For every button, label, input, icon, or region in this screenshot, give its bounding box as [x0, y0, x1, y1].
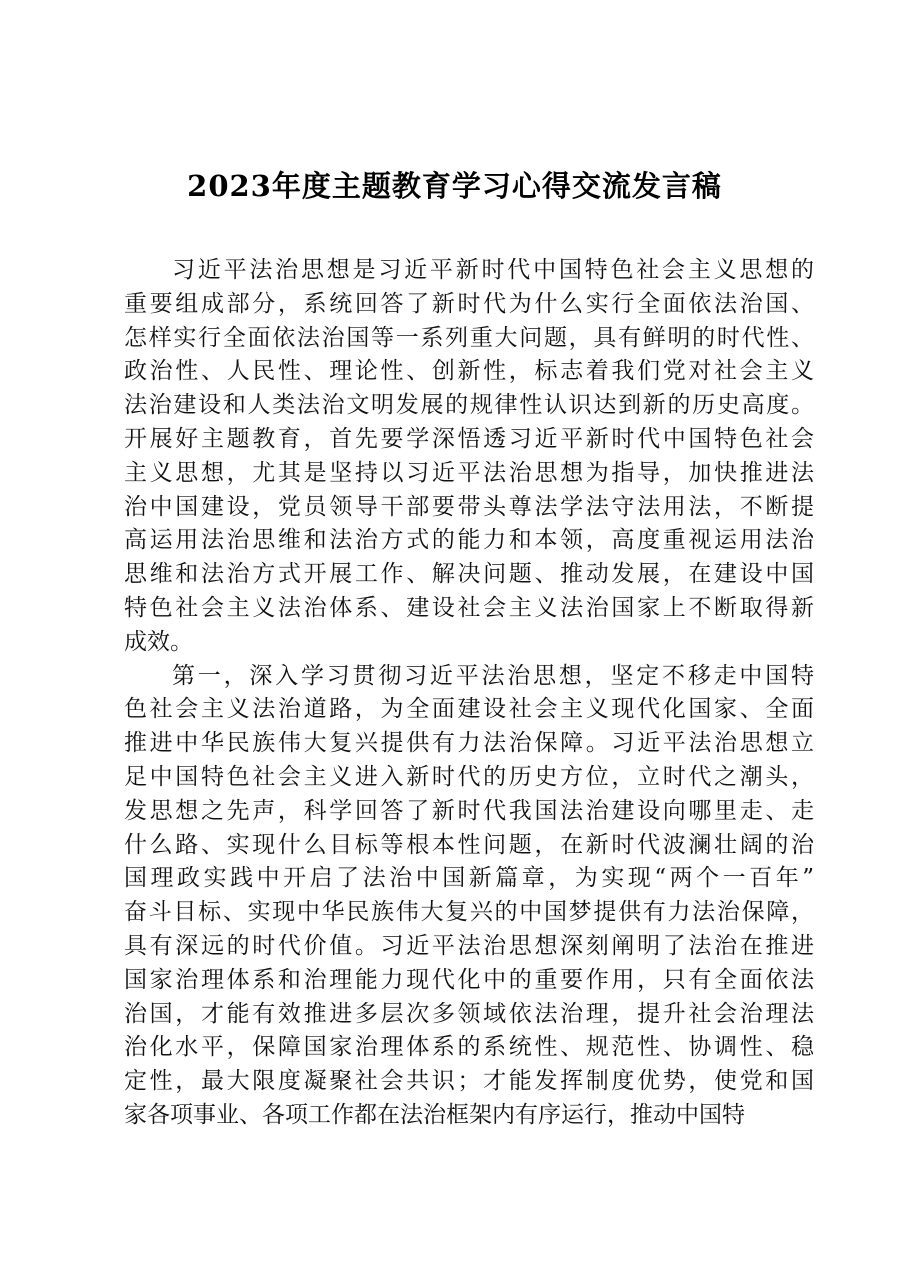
paragraph-line: 政治性、人民性、理论性、创新性，标志着我们党对社会主义 — [124, 358, 814, 385]
paragraph-line: 治中国建设，党员领导干部要带头尊法学法守法用法，不断提 — [124, 493, 814, 520]
paragraph-line: 发思想之先声，科学回答了新时代我国法治建设向哪里走、走 — [124, 797, 814, 824]
paragraph-line: 国理政实践中开启了法治中国新篇章，为实现“两个一百年” — [124, 865, 814, 892]
paragraph-line: 第一，深入学习贯彻习近平法治思想，坚定不移走中国特 — [172, 662, 814, 689]
paragraph-line: 怎样实行全面依法治国等一系列重大问题，具有鲜明的时代性、 — [124, 324, 814, 351]
paragraph-line: 家各项事业、各项工作都在法治框架内有序运行，推动中国特 — [124, 1101, 745, 1128]
paragraph-line: 推进中华民族伟大复兴提供有力法治保障。习近平法治思想立 — [124, 730, 814, 757]
paragraph-line: 具有深远的时代价值。习近平法治思想深刻阐明了法治在推进 — [124, 932, 814, 959]
paragraph-line: 什么路、实现什么目标等根本性问题，在新时代波澜壮阔的治 — [124, 831, 814, 858]
paragraph-line: 色社会主义法治道路，为全面建设社会主义现代化国家、全面 — [124, 696, 814, 723]
document-body — [124, 254, 814, 1133]
document-title: 2023年度主题教育学习心得交流发言稿 — [187, 169, 722, 203]
paragraph-line: 法治建设和人类法治文明发展的规律性认识达到新的历史高度。 — [124, 392, 814, 419]
paragraph-line: 主义思想，尤其是坚持以习近平法治思想为指导，加快推进法 — [124, 459, 814, 486]
paragraph-line: 高运用法治思维和法治方式的能力和本领，高度重视运用法治 — [124, 527, 814, 554]
paragraph-line: 开展好主题教育，首先要学深悟透习近平新时代中国特色社会 — [124, 425, 814, 452]
paragraph-line: 治国，才能有效推进多层次多领域依法治理，提升社会治理法 — [124, 1000, 814, 1027]
paragraph-line: 足中国特色社会主义进入新时代的历史方位，立时代之潮头， — [124, 763, 814, 790]
paragraph — [124, 660, 814, 1133]
paragraph-line: 定性，最大限度凝聚社会共识；才能发挥制度优势，使党和国 — [124, 1068, 814, 1095]
paragraph — [124, 254, 814, 660]
paragraph-line: 国家治理体系和治理能力现代化中的重要作用，只有全面依法 — [124, 966, 814, 993]
paragraph-line: 习近平法治思想是习近平新时代中国特色社会主义思想的 — [172, 257, 814, 283]
paragraph-line: 成效。 — [124, 628, 193, 655]
paragraph-line: 思维和法治方式开展工作、解决问题、推动发展，在建设中国 — [124, 561, 814, 588]
paragraph-line: 治化水平，保障国家治理体系的系统性、规范性、协调性、稳 — [124, 1034, 814, 1061]
paragraph-line: 重要组成部分，系统回答了新时代为什么实行全面依法治国、 — [124, 290, 814, 317]
paragraph-line: 奋斗目标、实现中华民族伟大复兴的中国梦提供有力法治保障， — [124, 899, 814, 926]
paragraph-line: 特色社会主义法治体系、建设社会主义法治国家上不断取得新 — [124, 594, 814, 621]
